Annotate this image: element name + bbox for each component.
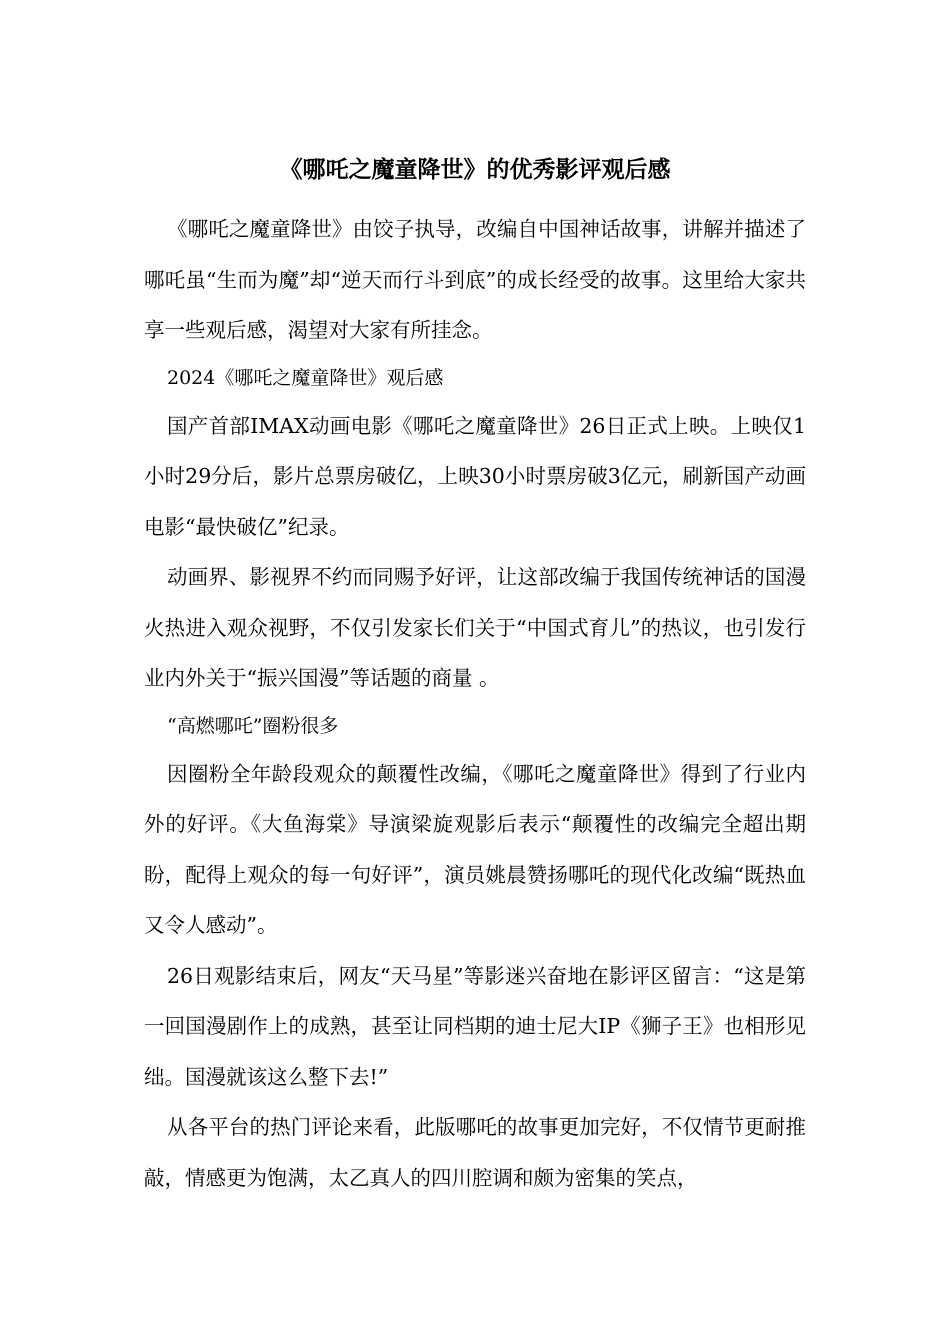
paragraph-platform-reviews: 从各平台的热门评论来看，此版哪吒的故事更加完好，不仅情节更耐推敲，情感更为饱满，太乙真人的四川腔调和颇为密集的笑点， xyxy=(144,1115,806,1190)
paragraph-box-office: 国产首部IMAX动画电影《哪吒之魔童降世》26日正式上映。上映仅1小时29分后，影片总票房破亿，上映30小时票房破3亿元，刷新国产动画电影“最快破亿”纪录。 xyxy=(144,413,806,539)
paragraph-intro: 《哪吒之魔童降世》由饺子执导，改编自中国神话故事，讲解并描述了哪吒虽“生而为魔”却“逆天而行斗到底”的成长经受的故事。这里给大家共享一些观后感，渴望对大家有所挂念。 xyxy=(144,217,806,342)
paragraph-adaptation: 因圈粉全年龄段观众的颠覆性改编，《哪吒之魔童降世》得到了行业内外的好评。《大鱼海棠》导演梁旋观影后表示“颠覆性的改编完全超出期盼，配得上观众的每一句好评”，演员姚晨赞扬哪吒的现代化改编“既热血又令人感动”。 xyxy=(144,761,806,937)
document-body xyxy=(144,204,806,1203)
document-title: 《哪吒之魔童降世》的优秀影评观后感 xyxy=(279,157,671,183)
section-heading-review: 2024《哪吒之魔童降世》观后感 xyxy=(167,366,444,389)
paragraph-industry-praise: 动画界、影视界不约而同赐予好评，让这部改编于我国传统神话的国漫火热进入观众视野，不仅引发家长们关于“中国式育儿”的热议，也引发行业内外关于“振兴国漫”等话题的商量 。 xyxy=(144,565,806,690)
section-heading-fans: “高燃哪吒”圈粉很多 xyxy=(167,714,339,737)
paragraph-audience-comment: 26日观影结束后，网友“天马星”等影迷兴奋地在影评区留言：“这是第一回国漫剧作上的成熟，甚至让同档期的迪士尼大IP《狮子王》也相形见绌。国漫就该这么整下去!” xyxy=(144,963,806,1089)
